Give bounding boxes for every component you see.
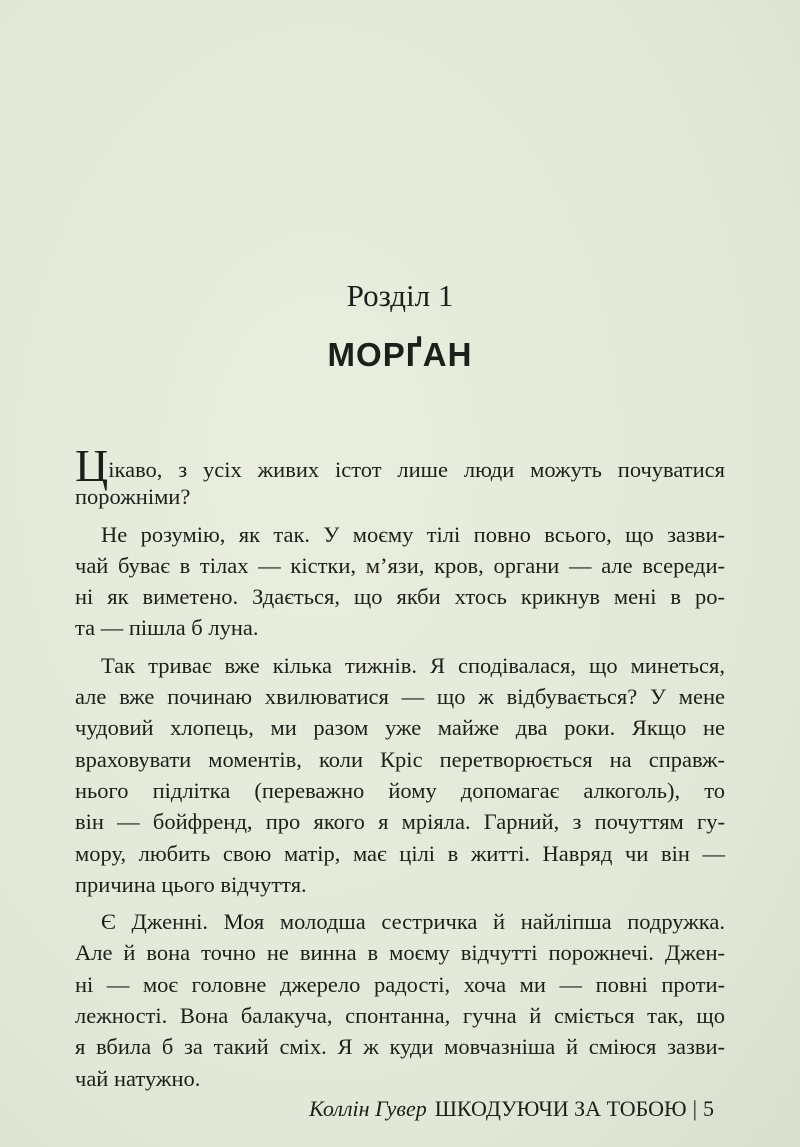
page-footer <box>309 1096 714 1122</box>
footer-book-title: ШКОДУЮЧИ ЗА ТОБОЮ <box>434 1096 687 1121</box>
text-line <box>75 838 725 869</box>
drop-cap: Ц <box>75 440 109 491</box>
line-text: я вбила б за такий сміх. Я ж куди мовчазніша й сміюся зазви- <box>75 1034 725 1060</box>
text-line <box>75 937 725 968</box>
line-text: Але й вона точно не винна в моєму відчутті порожнечі. Джен- <box>75 940 725 966</box>
text-line <box>75 612 725 643</box>
text-line <box>75 1000 725 1031</box>
line-text: нього підлітка (переважно йому допомагає алкоголь), то <box>75 777 725 803</box>
chapter-body <box>75 440 725 1100</box>
page-number: 5 <box>703 1096 714 1121</box>
line-text: враховувати моментів, коли Кріс перетворюється на справж- <box>75 746 725 772</box>
line-text: чай натужно. <box>75 1065 201 1091</box>
text-line <box>75 581 725 612</box>
line-text: причина цього відчуття. <box>75 871 307 897</box>
text-line <box>75 519 725 550</box>
text-line <box>75 712 725 743</box>
line-text: Є Дженні. Моя молодша сестричка й найліпша подружка. <box>101 909 725 935</box>
text-line <box>75 869 725 900</box>
text-line <box>75 744 725 775</box>
line-text: Не розумію, як так. У моєму тілі повно всього, що зазви- <box>101 521 725 547</box>
text-line <box>75 681 725 712</box>
paragraph <box>75 906 725 1094</box>
text-line <box>75 906 725 937</box>
line-text: але вже починаю хвилюватися — що ж відбувається? У мене <box>75 684 725 710</box>
paragraph <box>75 519 725 644</box>
footer-separator: | <box>692 1096 697 1121</box>
text-line <box>75 1063 725 1094</box>
line-text: Так триває вже кілька тижнів. Я сподівалася, що минеться, <box>101 652 725 678</box>
footer-author: Коллін Гувер <box>309 1096 427 1121</box>
text-line <box>75 1031 725 1062</box>
line-text: лежності. Вона балакуча, спонтанна, гучна й сміється так, що <box>75 1003 725 1029</box>
line-text: чудовий хлопець, ми разом уже майже два роки. Якщо не <box>75 715 725 741</box>
line-text: ікаво, з усіх живих істот лише люди можуть почуватися <box>108 457 725 482</box>
line-text: ні як виметено. Здається, що якби хтось крикнув мені в ро- <box>75 584 725 610</box>
paragraph <box>75 650 725 900</box>
text-line <box>75 481 725 512</box>
line-text: він — бойфренд, про якого я мріяла. Гарний, з почуттям гу- <box>75 809 725 835</box>
text-line <box>75 969 725 1000</box>
text-line <box>75 650 725 681</box>
text-line <box>75 806 725 837</box>
text-line <box>75 440 725 491</box>
line-text: порожніми? <box>75 484 191 510</box>
line-text: мору, любить свою матір, має цілі в житті. Навряд чи він — <box>75 840 725 866</box>
paragraph <box>75 440 725 513</box>
chapter-title: МОРҐАН <box>327 336 473 373</box>
text-line <box>75 550 725 581</box>
line-text: ні — моє головне джерело радості, хоча ми — повні проти- <box>75 971 725 997</box>
line-text: та — пішла б луна. <box>75 615 259 641</box>
line-text: чай буває в тілах — кістки, м’язи, кров, органи — але всереди- <box>75 552 725 578</box>
text-line <box>75 775 725 806</box>
chapter-number: Розділ 1 <box>346 278 454 313</box>
